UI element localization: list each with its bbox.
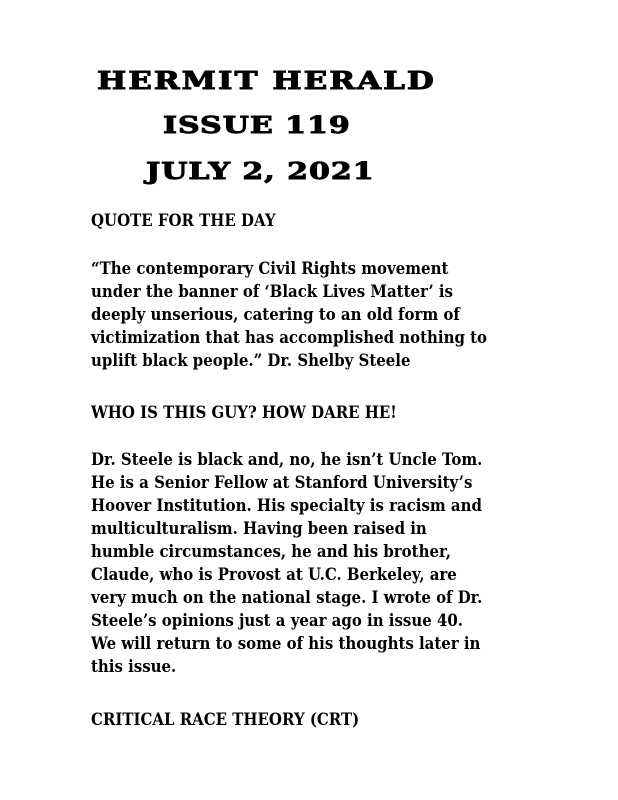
quote-line: uplift black people.” Dr. Shelby Steele	[91, 351, 411, 371]
paragraph-line: Dr. Steele is black and, no, he isn’t Uncle Tom.	[91, 450, 483, 470]
paragraph-line: humble circumstances, he and his brother,	[91, 542, 451, 562]
who-heading: WHO IS THIS GUY? HOW DARE HE!	[91, 403, 397, 423]
paragraph-line: He is a Senior Fellow at Stanford University’s	[91, 473, 473, 493]
paragraph-line: We will return to some of his thoughts later in	[91, 634, 481, 654]
quote-line: under the banner of ‘Black Lives Matter’ is	[91, 282, 453, 302]
quote-heading: QUOTE FOR THE DAY	[91, 211, 276, 231]
paragraph-line: Claude, who is Provost at U.C. Berkeley, are	[91, 565, 457, 585]
newsletter-title: HERMIT HERALD	[97, 67, 436, 96]
paragraph-line: very much on the national stage. I wrote of Dr.	[91, 588, 483, 608]
paragraph-line: this issue.	[91, 657, 177, 677]
paragraph-line: Hoover Institution. His specialty is racism and	[91, 496, 482, 516]
quote-line: “The contemporary Civil Rights movement	[91, 259, 449, 279]
paragraph-line: multiculturalism. Having been raised in	[91, 519, 427, 539]
crt-heading: CRITICAL RACE THEORY (CRT)	[91, 710, 360, 730]
body-paragraph	[91, 449, 496, 679]
quote-line: deeply unserious, catering to an old form of	[91, 305, 460, 325]
quote-line: victimization that has accomplished nothing to	[91, 328, 488, 348]
issue-number: ISSUE 119	[163, 111, 351, 140]
issue-date: JULY 2, 2021	[146, 157, 375, 186]
quote-text	[91, 258, 496, 373]
paragraph-line: Steele’s opinions just a year ago in issue 40.	[91, 611, 463, 631]
